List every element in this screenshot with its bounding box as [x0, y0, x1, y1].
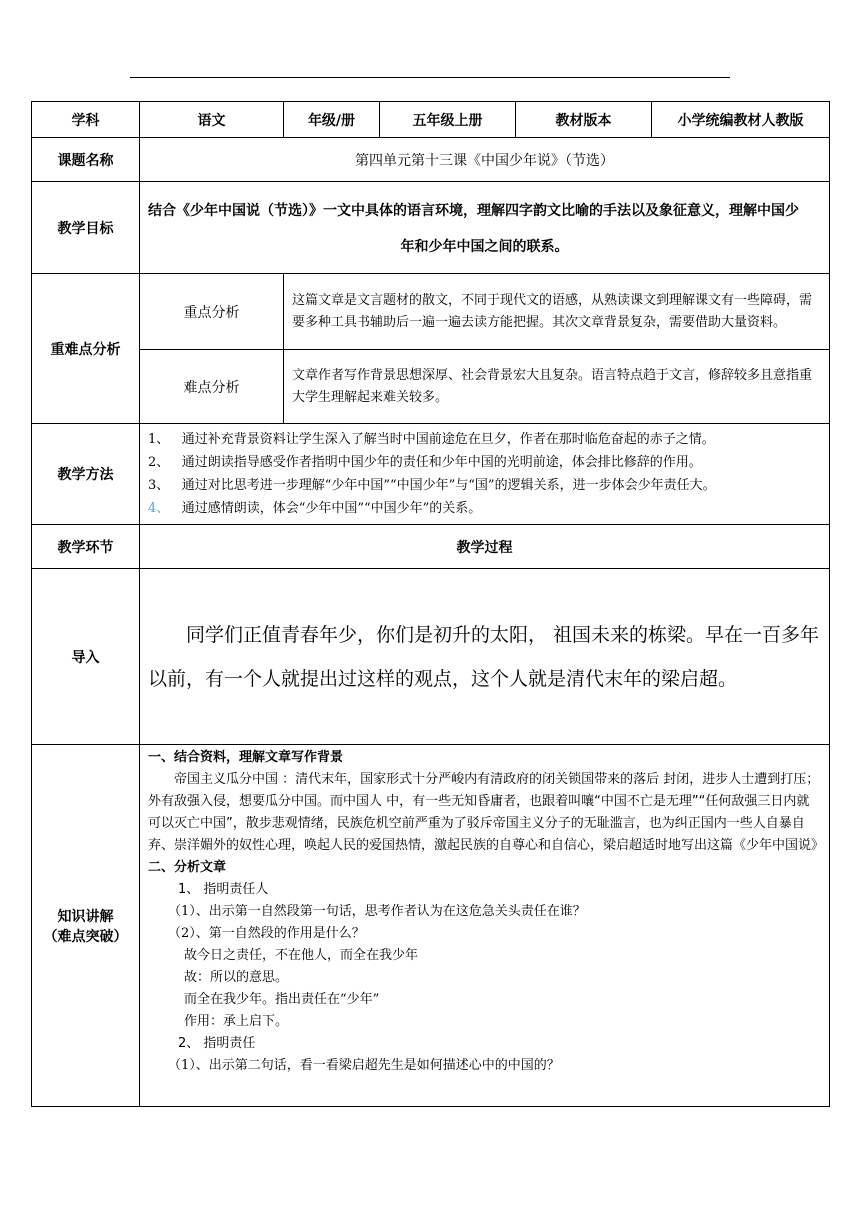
- analysis-line: 1、 指明责任人: [178, 882, 269, 897]
- hard-point-text: 文章作者写作背景思想深厚、社会背景宏大且复杂。语言特点趋于文言，修辞较多且意指重大学生理解起来难关较多。: [284, 350, 830, 424]
- knowledge-row: [32, 745, 830, 1107]
- goal-row: [32, 182, 830, 274]
- key-point-text: 这篇文章是文言题材的散文，不同于现代文的语感，从熟读课文到理解课文有一些障碍，需要多种工具书辅助后一遍一遍去读方能把握。其次文章背景复杂，需要借助大量资料。: [284, 274, 830, 350]
- method-item: 1、 通过补充背景资料让学生深入了解当时中国前途危在旦夕，作者在那时临危奋起的赤子之情。: [148, 432, 715, 447]
- methods-row: [32, 424, 830, 525]
- key-point-label: 重点分析: [140, 274, 284, 350]
- subject-label: 学科: [32, 102, 140, 138]
- analysis-line: （1）、出示第二句话，看一看梁启超先生是如何描述心中的中国的？: [168, 1058, 560, 1073]
- hard-point-row: [32, 350, 830, 424]
- header-rule: [130, 77, 730, 78]
- analysis-line: 作用：承上启下。: [184, 1014, 289, 1029]
- section-heading-1: 一、结合资料，理解文章写作背景: [148, 750, 344, 765]
- edition-value: 小学统编教材人教版: [652, 102, 830, 138]
- process-value: 教学过程: [140, 525, 830, 569]
- analysis-line: 故：所以的意思。: [184, 970, 289, 985]
- process-header-row: [32, 525, 830, 569]
- topic-label: 课题名称: [32, 138, 140, 182]
- intro-text: 同学们正值青春年少，你们是初升的太阳， 祖国未来的栋梁。早在一百多年以前，有一个人就提出过这样的观点，这个人就是清代末年的梁启超。: [148, 623, 820, 690]
- goal-line-2: 年和少年中国之间的联系。: [400, 238, 569, 255]
- process-label: 教学环节: [32, 525, 140, 569]
- background-paragraph: 帝国主义瓜分中国 ：清代末年，国家形式十分严峻内有清政府的闭关锁国带来的落后 封闭，进步人士遭到打压；外有敌强入侵，想要瓜分中国。而中国人 中，有一些无知昏庸者，也跟着叫嚷“中国不亡是无理”“任何敌强三日内就可以灭亡中国”，散步悲观情绪，民族危机空前严重为了驳斥帝国主义分子的无耻滥言，也为纠正国内一些人自暴自弃、崇洋媚外的奴性心理，唤起人民的爱国热情，激起民族的自尊心和自信心，梁启超适时地写出这篇《少年中国说》: [148, 772, 825, 853]
- goal-text: [140, 182, 830, 274]
- analysis-line: 而全在我少年。指出责任在“少年”: [184, 992, 380, 1007]
- section-heading-2: 二、分析文章: [148, 860, 227, 875]
- header-row: [32, 102, 830, 138]
- knowledge-label-line-1: 知识讲解: [57, 908, 114, 925]
- edition-label: 教材版本: [516, 102, 652, 138]
- methods-list: [140, 424, 830, 525]
- goal-line-1: 结合《少年中国说（节选）》一文中具体的语言环境，理解四字韵文比喻的手法以及象征意义，理解中国少: [148, 202, 799, 219]
- analysis-line: 故今日之责任，不在他人，而全在我少年: [184, 948, 419, 963]
- analysis-line: （2）、第一自然段的作用是什么？: [168, 926, 365, 941]
- method-item: 4、 通过感情朗读，体会“少年中国”“中国少年”的关系。: [148, 501, 482, 516]
- knowledge-content: [140, 745, 830, 1107]
- intro-cell: [140, 569, 830, 745]
- methods-label: 教学方法: [32, 424, 140, 525]
- analysis-line: 2、 指明责任: [178, 1036, 256, 1051]
- method-item: 2、 通过朗读指导感受作者指明中国少年的责任和少年中国的光明前途，体会排比修辞的作用。: [148, 455, 702, 470]
- analysis-line: （1）、出示第一自然段第一句话，思考作者认为在这危急关头责任在谁？: [168, 904, 586, 919]
- grade-value: 五年级上册: [380, 102, 516, 138]
- intro-row: [32, 569, 830, 745]
- lesson-plan-table: [31, 101, 830, 1107]
- method-item: 3、 通过对比思考进一步理解“少年中国”“中国少年”与“国”的逻辑关系，进一步体会少年责任大。: [148, 478, 716, 493]
- grade-label: 年级/册: [284, 102, 380, 138]
- goal-label: 教学目标: [32, 182, 140, 274]
- difficulty-label: 重难点分析: [32, 274, 140, 424]
- intro-label: 导入: [32, 569, 140, 745]
- knowledge-label-line-2: （难点突破）: [43, 928, 128, 945]
- knowledge-label: [32, 745, 140, 1107]
- key-point-row: [32, 274, 830, 350]
- subject-value: 语文: [140, 102, 284, 138]
- topic-value: 第四单元第十三课《中国少年说》（节选）: [140, 138, 830, 182]
- hard-point-label: 难点分析: [140, 350, 284, 424]
- topic-row: [32, 138, 830, 182]
